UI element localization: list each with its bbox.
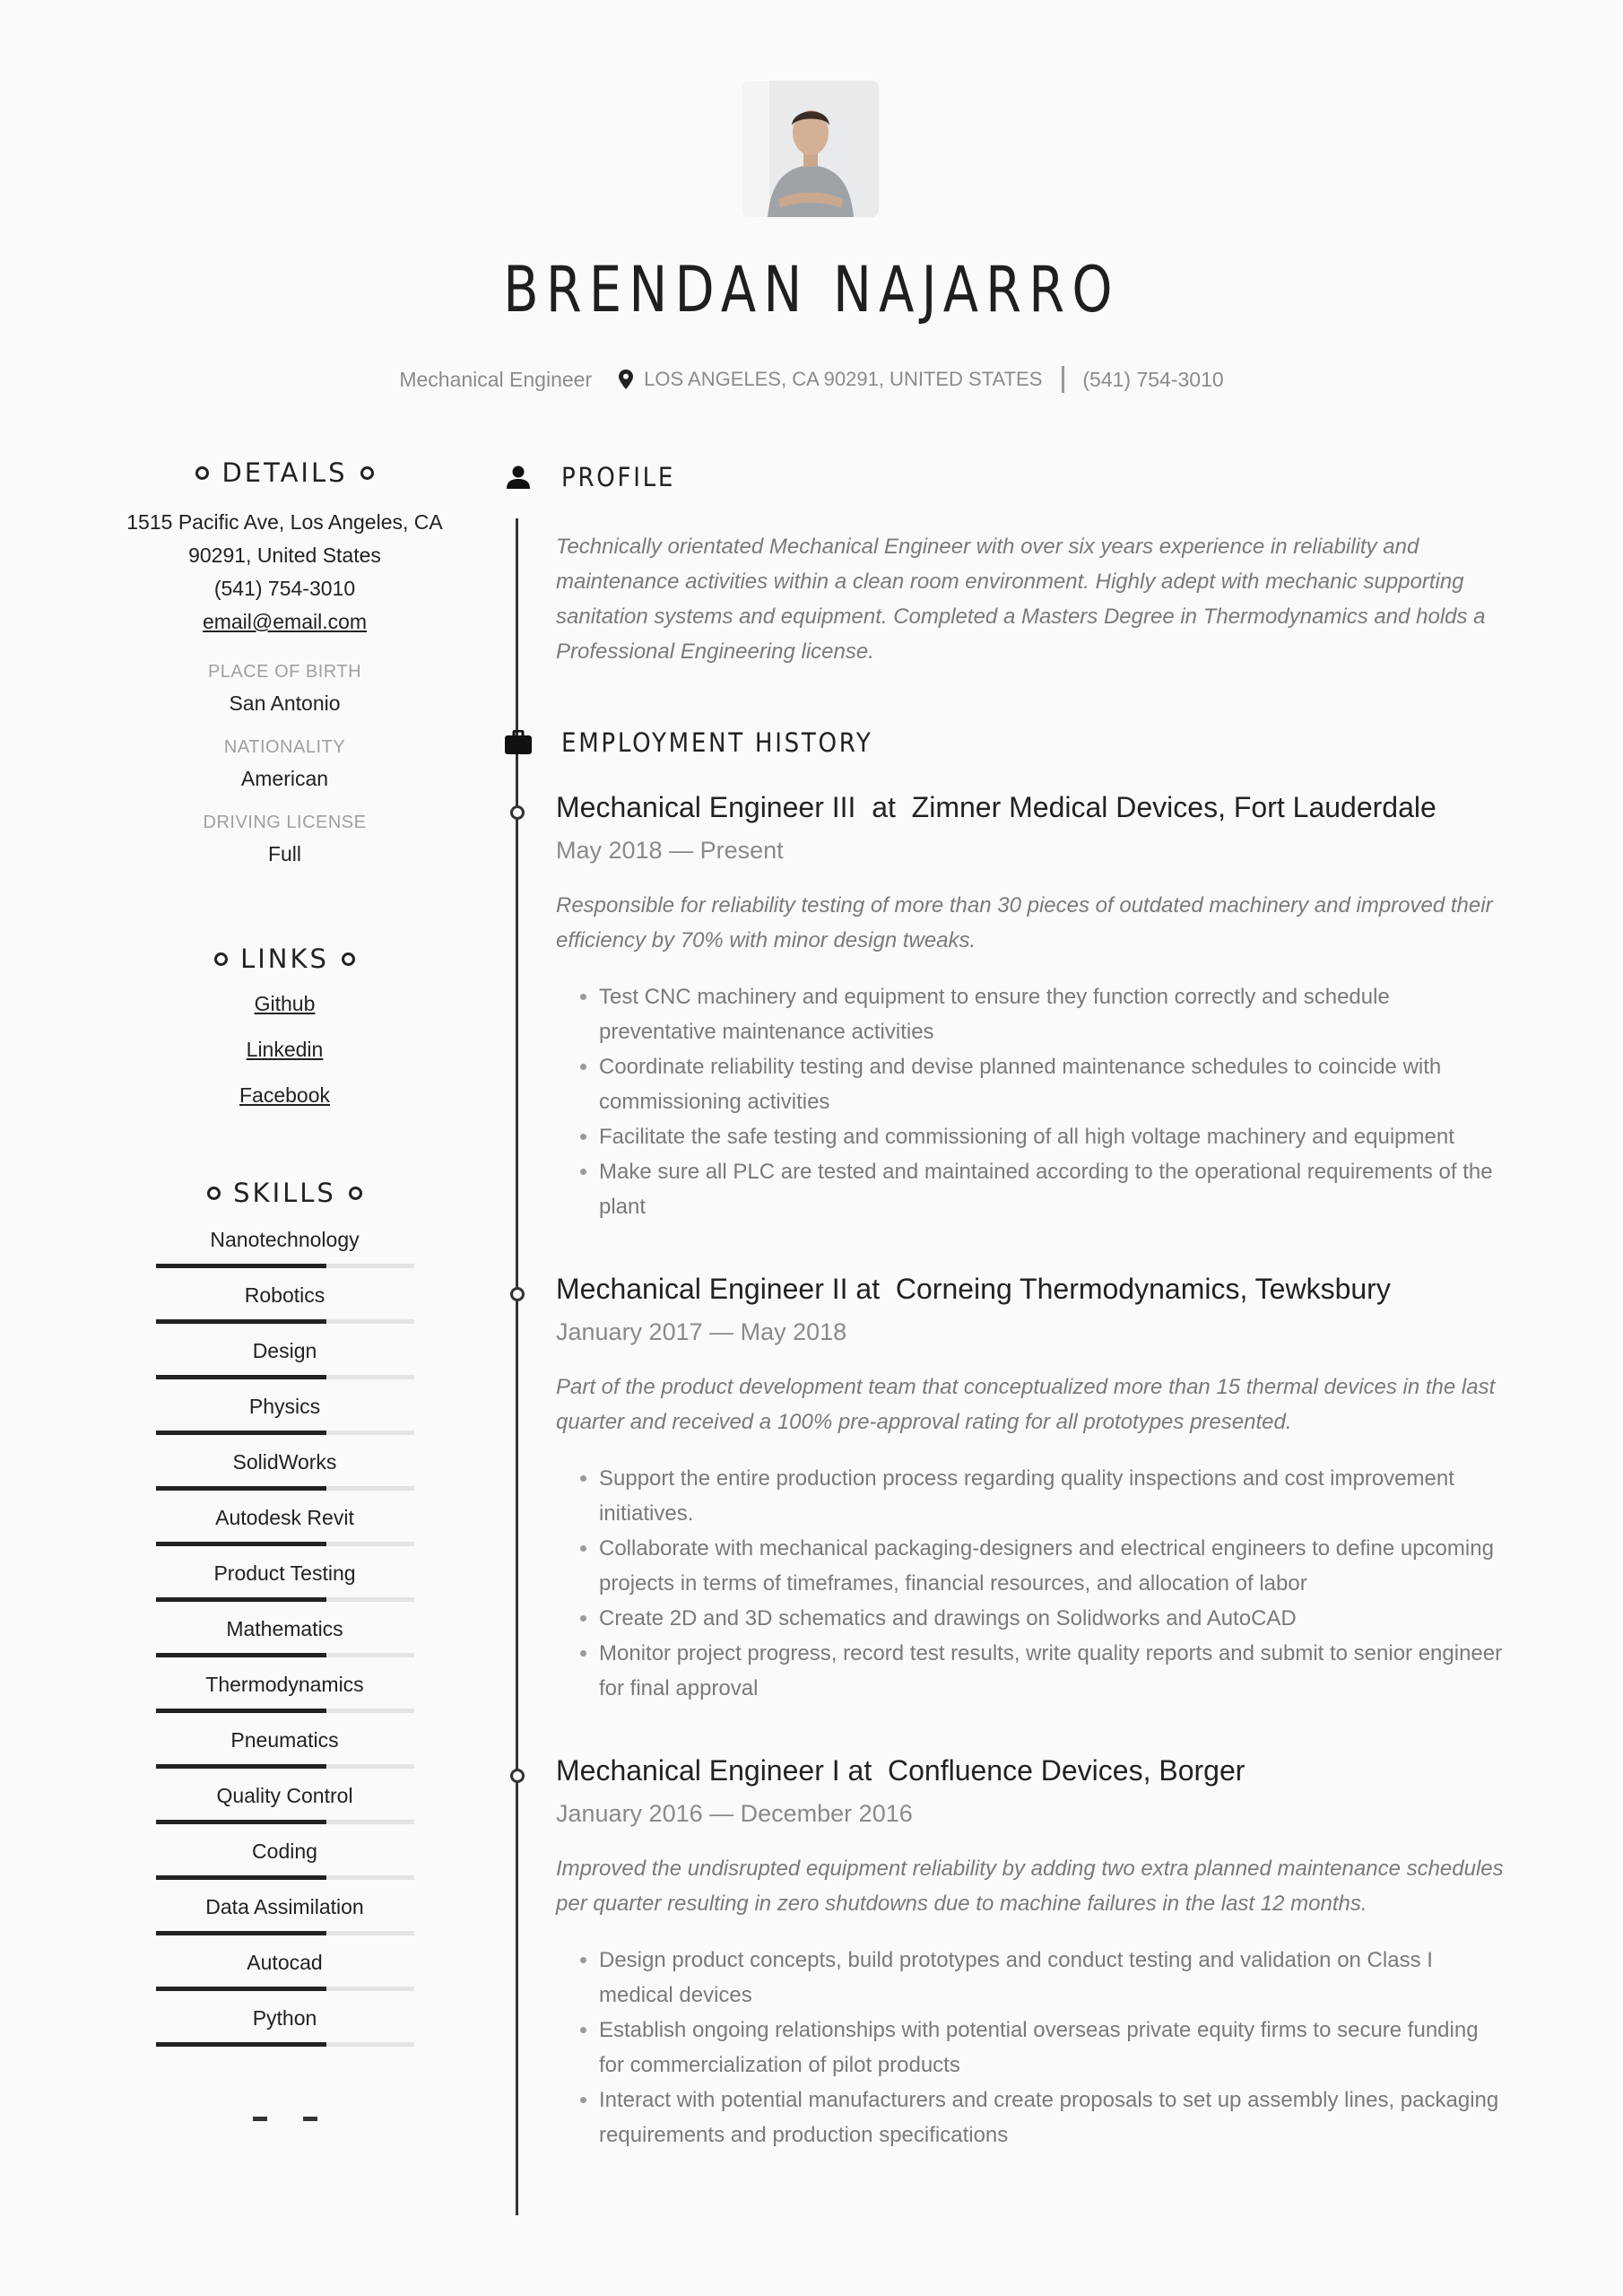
header-phone: (541) 754-3010: [1082, 367, 1224, 391]
ring-icon: [342, 952, 355, 966]
employment-heading-text: EMPLOYMENT HISTORY: [561, 727, 873, 758]
skill-item: [117, 1506, 453, 1546]
skill-level-bar: [156, 1820, 414, 1824]
main-content: [502, 457, 1506, 2152]
skill-level-bar: [156, 1764, 414, 1769]
place-of-birth-label: PLACE OF BIRTH: [207, 662, 362, 682]
skill-item: [117, 1561, 453, 1602]
job-title: Mechanical Engineer III at Zimner Medical Devices, Fort Lauderdale: [556, 791, 1436, 823]
skill-name: Design: [252, 1339, 317, 1362]
skill-level-fill: [156, 1431, 326, 1435]
skills-heading-text: SKILLS: [233, 1178, 336, 1208]
job-list: [502, 791, 1506, 2152]
skill-item: [117, 1395, 453, 1435]
person-icon: [506, 465, 531, 490]
skill-name: Robotics: [244, 1283, 325, 1307]
timeline-node: [510, 805, 525, 820]
skills-heading: [117, 1178, 453, 1208]
skill-item: [117, 1784, 453, 1824]
job-bullet: • Support the entire production process regarding quality inspections and cost improvement initiatives.: [599, 1461, 1506, 1531]
header-separator: [1062, 366, 1064, 393]
skill-level-fill: [156, 1319, 326, 1324]
skill-name: Autodesk Revit: [215, 1506, 354, 1529]
skill-item: [117, 1228, 453, 1268]
ring-icon: [195, 466, 209, 480]
page-dash: [303, 2117, 317, 2121]
skill-level-fill: [156, 1875, 326, 1880]
job-title: Mechanical Engineer: [399, 367, 593, 391]
skill-level-fill: [156, 1987, 326, 1991]
nationality-value: American: [240, 767, 329, 790]
job-bullets: [556, 979, 1506, 1224]
link-linkedin[interactable]: Linkedin: [246, 1038, 324, 1061]
job-entry: [502, 1273, 1506, 1706]
timeline-node: [510, 1287, 525, 1301]
job-description: Responsible for reliability testing of more than 30 pieces of outdated machinery and improved their efficiency by 70% with minor design tweaks.: [556, 893, 1493, 952]
skill-name: Mathematics: [226, 1617, 343, 1640]
address-line-1: 1515 Pacific Ave, Los Angeles, CA: [126, 510, 443, 534]
ring-icon: [207, 1187, 221, 1200]
skill-item: [117, 1617, 453, 1657]
job-dates: January 2017 — May 2018: [556, 1318, 847, 1345]
candidate-name: BRENDAN NAJARRO: [503, 253, 1120, 326]
location-pin-icon: [619, 370, 633, 389]
skill-level-bar: [156, 1709, 414, 1713]
skill-item: [117, 1728, 453, 1769]
skill-level-fill: [156, 2042, 326, 2047]
skill-level-bar: [156, 1375, 414, 1379]
driving-license-value: Full: [267, 842, 302, 865]
skill-level-bar: [156, 1931, 414, 1935]
skill-level-fill: [156, 1375, 326, 1379]
driving-license-label: DRIVING LICENSE: [203, 813, 367, 832]
skill-level-fill: [156, 1709, 326, 1713]
skill-item: [117, 1339, 453, 1379]
page-dash: [253, 2117, 267, 2121]
skill-level-bar: [156, 1486, 414, 1491]
skill-name: Quality Control: [216, 1784, 353, 1807]
skill-name: Product Testing: [213, 1561, 356, 1585]
job-title: Mechanical Engineer II at Corneing Thermodynamics, Tewksbury: [556, 1273, 1391, 1305]
job-title: Mechanical Engineer I at Confluence Devices, Borger: [556, 1754, 1245, 1787]
job-description: Part of the product development team that conceptualized more than 15 thermal devices in the last quarter and received a 100% pre-approval rating for all prototypes presented.: [556, 1375, 1496, 1434]
skill-level-bar: [156, 1875, 414, 1880]
job-bullet: • Design product concepts, build prototypes and conduct testing and validation on Class I medical devices: [599, 1943, 1506, 2013]
job-bullet: • Coordinate reliability testing and devise planned maintenance schedules to coincide with commissioning activities: [599, 1049, 1506, 1119]
links-heading: [117, 944, 453, 974]
job-bullet: • Make sure all PLC are tested and maintained according to the operational requirements of the plant: [599, 1154, 1506, 1224]
nationality-label: NATIONALITY: [223, 737, 346, 757]
job-bullet: • Create 2D and 3D schematics and drawings on Solidworks and AutoCAD: [599, 1601, 1506, 1636]
ring-icon: [360, 466, 374, 480]
ring-icon: [349, 1187, 362, 1200]
links-heading-text: LINKS: [240, 944, 329, 974]
skill-name: Data Assimilation: [205, 1895, 364, 1918]
skill-level-bar: [156, 1431, 414, 1435]
profile-summary: Technically orientated Mechanical Engineer with over six years experience in reliability and maintenance activities within a clean room environment. Highly adept with mechanic supporting sanitation systems and equipment. Completed a Masters Degree in Thermodynamics and holds a Professional Engineering license.: [556, 535, 1486, 664]
skill-level-bar: [156, 1653, 414, 1657]
details-phone: (541) 754-3010: [213, 577, 356, 600]
skill-item: [117, 1283, 453, 1324]
job-bullets: [556, 1943, 1506, 2152]
details-heading-text: DETAILS: [221, 457, 348, 488]
job-bullet: • Monitor project progress, record test results, write quality reports and submit to senior engineer for final approval: [599, 1636, 1506, 1706]
address: [117, 506, 453, 639]
timeline-node: [510, 1769, 525, 1783]
person-portrait-icon: [742, 81, 879, 217]
skill-level-bar: [156, 1987, 414, 1991]
skill-item: [117, 2006, 453, 2047]
email-link[interactable]: email@email.com: [202, 610, 368, 633]
link-facebook[interactable]: Facebook: [239, 1083, 330, 1107]
job-description: Improved the undisrupted equipment reliability by adding two extra planned maintenance schedules per quarter resulting in zero shutdowns due to machine failures in the last 12 months.: [556, 1857, 1504, 1916]
skill-level-fill: [156, 1820, 326, 1824]
skill-level-fill: [156, 1764, 326, 1769]
profile-heading-text: PROFILE: [561, 462, 676, 492]
skill-level-fill: [156, 1597, 326, 1602]
address-line-2: 90291, United States: [188, 544, 381, 567]
skill-name: Python: [252, 2006, 317, 2030]
profile-photo: [742, 81, 879, 217]
employment-heading: [502, 723, 1506, 762]
skill-level-fill: [156, 1542, 326, 1546]
link-github[interactable]: Github: [254, 992, 316, 1015]
place-of-birth-value: San Antonio: [229, 691, 341, 715]
skill-name: Autocad: [247, 1951, 323, 1974]
skill-level-bar: [156, 1542, 414, 1546]
skill-level-bar: [156, 1597, 414, 1602]
header-subline: [0, 366, 1623, 393]
details-heading: [117, 457, 453, 488]
page-indicator: [117, 2117, 453, 2121]
job-bullet: • Facilitate the safe testing and commissioning of all high voltage machinery and equipment: [599, 1119, 1506, 1154]
skill-item: [117, 1450, 453, 1491]
skill-level-bar: [156, 2042, 414, 2047]
job-bullet: • Interact with potential manufacturers and create proposals to set up assembly lines, packaging requirements and production specifications: [599, 2083, 1506, 2152]
skill-level-fill: [156, 1653, 326, 1657]
skill-level-fill: [156, 1264, 326, 1268]
skill-name: Physics: [248, 1395, 321, 1418]
profile-heading: [502, 457, 1506, 497]
skills-list: [117, 1228, 453, 2047]
skill-item: [117, 1895, 453, 1935]
skill-name: Coding: [252, 1839, 317, 1863]
skill-name: Nanotechnology: [210, 1228, 360, 1251]
job-bullet: • Collaborate with mechanical packaging-designers and electrical engineers to define upcoming projects in terms of timeframes, financial resources, and allocation of labor: [599, 1531, 1506, 1601]
briefcase-icon: [504, 730, 533, 755]
skill-level-bar: [156, 1319, 414, 1324]
skill-name: Pneumatics: [230, 1728, 339, 1752]
sidebar: [117, 457, 453, 2121]
job-entry: [502, 791, 1506, 1224]
skill-level-bar: [156, 1264, 414, 1268]
job-bullets: [556, 1461, 1506, 1706]
skill-item: [117, 1951, 453, 1991]
skill-item: [117, 1839, 453, 1880]
ring-icon: [214, 952, 228, 966]
location-text: LOS ANGELES, CA 90291, UNITED STATES: [644, 368, 1043, 390]
skill-item: [117, 1673, 453, 1713]
job-dates: January 2016 — December 2016: [556, 1800, 913, 1827]
skill-name: SolidWorks: [232, 1450, 337, 1474]
job-bullet: • Establish ongoing relationships with potential overseas private equity firms to secure funding for commercialization of pilot products: [599, 2013, 1506, 2083]
job-bullet: • Test CNC machinery and equipment to ensure they function correctly and schedule preventative maintenance activities: [599, 979, 1506, 1049]
job-dates: May 2018 — Present: [556, 837, 784, 864]
skill-name: Thermodynamics: [205, 1673, 364, 1696]
skill-level-fill: [156, 1486, 326, 1491]
job-entry: [502, 1754, 1506, 2152]
skill-level-fill: [156, 1931, 326, 1935]
location: [619, 368, 1042, 391]
